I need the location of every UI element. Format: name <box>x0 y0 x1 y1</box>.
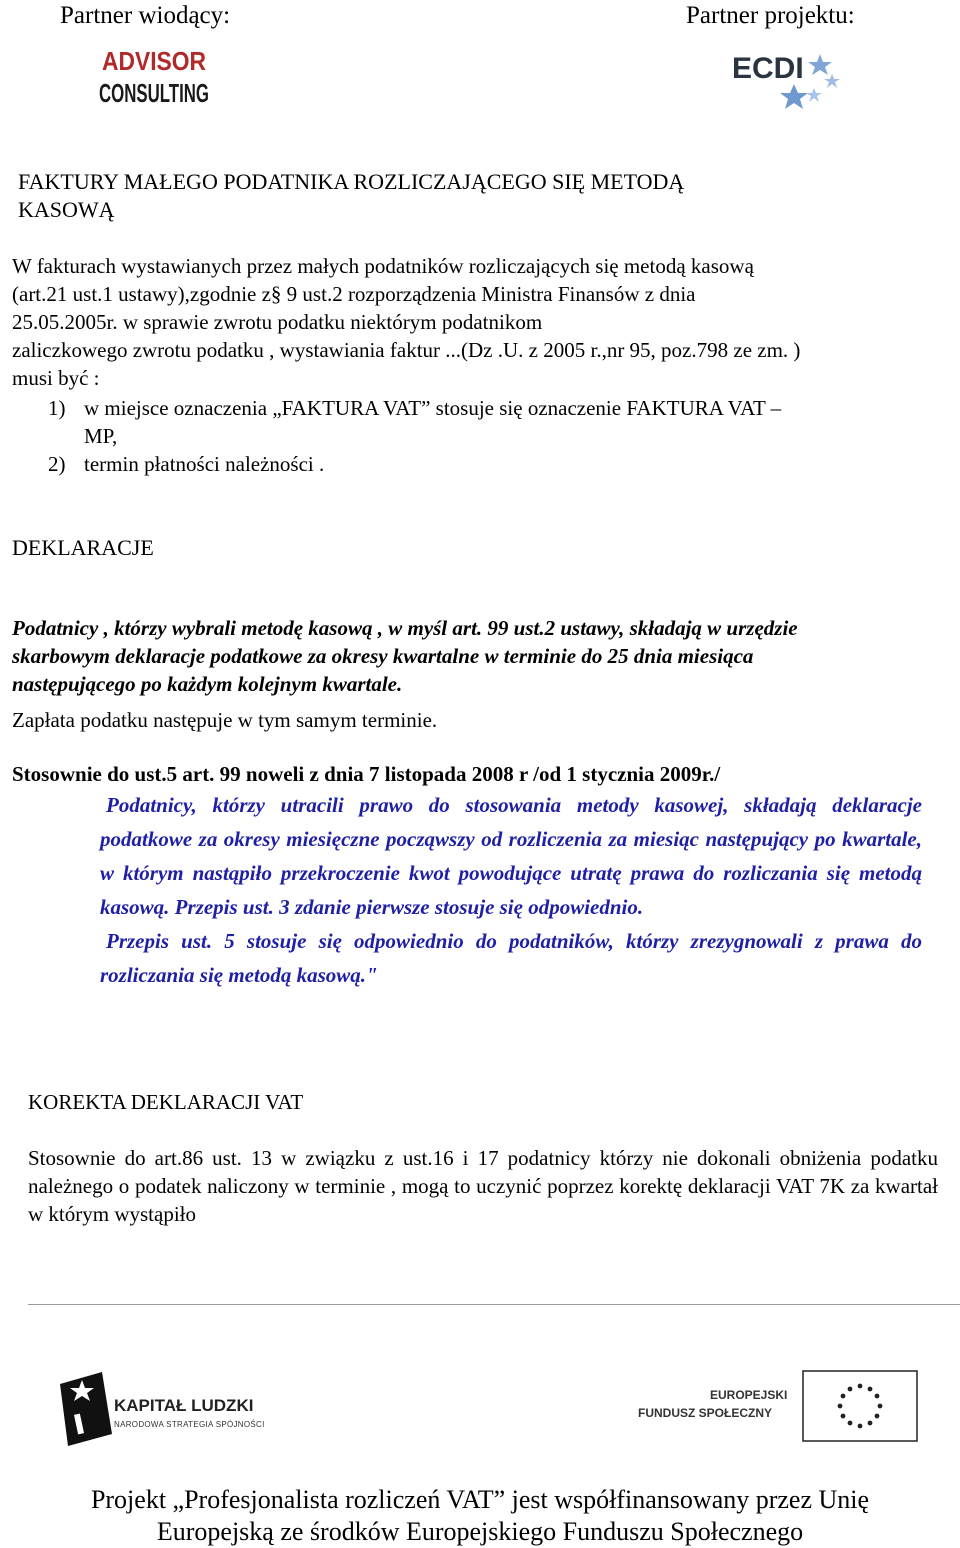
section-title-correction: KOREKTA DEKLARACJI VAT <box>28 1090 304 1114</box>
project-footer: Projekt „Profesjonalista rozliczeń VAT” jest współfinansowany przez Unię Europejską ze środków Europejskiego Funduszu Społecznego <box>90 1485 870 1546</box>
section-title-invoices: FAKTURY MAŁEGO PODATNIKA ROZLICZAJĄCEGO SIĘ METODĄ KASOWĄ <box>18 169 685 222</box>
efs-line1: EUROPEJSKI <box>710 1388 788 1402</box>
lost-cash-method-paragraph: Podatnicy, którzy utracili prawo do stosowania metody kasowej, składają deklaracje podatkowe za okresy miesięczne począwszy od rozliczenia za miesiąc następujący po kwartale, w którym nastąpiło przekroczenie kwot powodujące utratę prawa do rozliczania się metodą kasową. Przepis ust. 3 zdanie pierwsze stosuje się odpowiednio. Przepis ust. 5 stosuje się odpowiednio do podatników, którzy zrezygnowali z prawa do rozliczania się metodą kasową." <box>100 793 922 987</box>
payment-term-text: Zapłata podatku następuje w tym samym terminie. <box>12 708 438 732</box>
declarations-italic-paragraph: Podatnicy , którzy wybrali metodę kasową , w myśl art. 99 ust.2 ustawy, składają w urzędzie skarbowym deklaracje podatkowe za okresy kwartalne w terminie do 25 dnia miesiąca następującego po każdym kolejnym kwartale. <box>12 616 798 696</box>
eu-flag-icon <box>802 1370 918 1442</box>
invoices-paragraph: W fakturach wystawianych przez małych podatników rozliczających się metodą kasową (art.21 ust.1 ustawy),zgodnie z§ 9 ust.2 rozporządzenia Ministra Finansów z dnia 25.05.2005r. w sprawie zwrotu podatku niektórym podatnikom zaliczkowego zwrotu podatku , wystawiania faktur ...(Dz .U. z 2005 r.,nr 95, poz.798 ze zm. ) musi być : <box>12 254 801 390</box>
svg-text:ECDI: ECDI <box>732 52 804 85</box>
footer-separator <box>28 1304 960 1305</box>
ecdi-logo <box>728 44 848 114</box>
efs-logo <box>634 1370 918 1442</box>
svg-text:CONSULTING: CONSULTING <box>99 78 209 108</box>
invoice-requirements-list <box>48 394 928 478</box>
lead-partner-label: Partner wiodący: <box>60 2 231 29</box>
list-item: 2) termin płatności należności . <box>48 452 325 476</box>
project-partner-label: Partner projektu: <box>686 2 855 29</box>
correction-paragraph: Stosownie do art.86 ust. 13 w związku z ust.16 i 17 podatnicy którzy nie dokonali obniżenia podatku należnego o podatek naliczony w terminie , mogą to uczynić poprzez korektę deklaracji VAT 7K za kwartał w którym wystąpiło <box>28 1146 938 1226</box>
advisor-consulting-logo <box>96 40 212 110</box>
section-title-declarations: DEKLARACJE <box>12 535 154 560</box>
efs-line2: FUNDUSZ SPOŁECZNY <box>638 1406 773 1420</box>
kapital-ludzki-mark-icon <box>54 1370 118 1450</box>
kl-title: KAPITAŁ LUDZKI <box>114 1396 254 1415</box>
kl-subtitle: NARODOWA STRATEGIA SPÓJNOŚCI <box>114 1420 265 1429</box>
kapital-ludzki-logo <box>54 1370 294 1450</box>
amendment-reference-text: Stosownie do ust.5 art. 99 noweli z dnia 7 listopada 2008 r /od 1 stycznia 2009r./ <box>12 762 721 786</box>
list-item: 1) w miejsce oznaczenia „FAKTURA VAT” stosuje się oznaczenie FAKTURA VAT – MP, <box>48 396 782 448</box>
svg-text:ADVISOR: ADVISOR <box>102 46 207 76</box>
